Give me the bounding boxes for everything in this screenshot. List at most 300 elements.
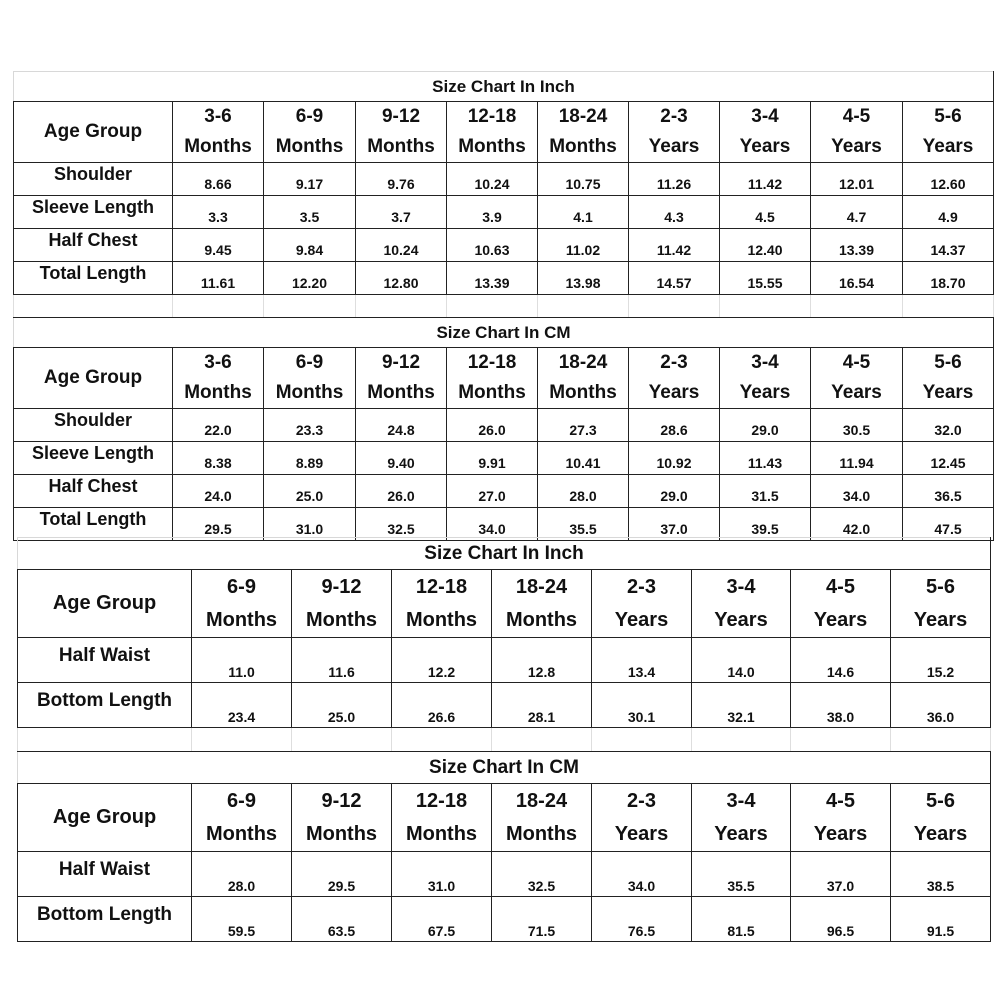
value-text: 63.5 bbox=[327, 923, 356, 939]
age-range: 12-18 bbox=[415, 575, 468, 598]
age-unit: Months bbox=[305, 608, 378, 631]
value-text: 12.8 bbox=[527, 664, 556, 680]
measurement-value bbox=[264, 229, 356, 262]
age-unit: Years bbox=[922, 382, 974, 403]
header-row bbox=[14, 102, 994, 163]
age-unit: Years bbox=[813, 822, 868, 845]
measurement-value bbox=[538, 229, 629, 262]
measurement-value bbox=[629, 262, 720, 295]
age-column-header bbox=[264, 348, 356, 409]
measurement-value bbox=[538, 196, 629, 229]
measurement-value bbox=[538, 163, 629, 196]
value-text: 35.5 bbox=[569, 521, 597, 537]
value-text: 38.5 bbox=[926, 878, 955, 894]
value-text: 26.6 bbox=[427, 709, 456, 725]
age-range: 12-18 bbox=[415, 789, 468, 812]
age-unit: Years bbox=[913, 608, 968, 631]
measurement-value bbox=[811, 163, 903, 196]
measurement-value bbox=[356, 442, 447, 475]
measurement-value bbox=[492, 683, 592, 728]
value-text: 91.5 bbox=[926, 923, 955, 939]
measurement-value bbox=[173, 196, 264, 229]
age-unit: Months bbox=[405, 608, 478, 631]
measurement-value bbox=[356, 196, 447, 229]
age-unit: Months bbox=[275, 136, 344, 157]
age-column-header bbox=[192, 784, 292, 852]
value-text: 11.42 bbox=[747, 176, 783, 192]
measurement-value bbox=[264, 196, 356, 229]
measurement-value bbox=[447, 409, 538, 442]
measurement-value bbox=[720, 409, 811, 442]
age-unit: Months bbox=[184, 382, 252, 403]
empty-cell bbox=[447, 295, 538, 318]
empty-cell bbox=[538, 295, 629, 318]
age-column-header bbox=[791, 784, 891, 852]
value-text: 25.0 bbox=[295, 488, 324, 504]
value-text: 8.66 bbox=[204, 176, 232, 192]
measurement-label: Bottom Length bbox=[18, 683, 192, 728]
bottom-size-charts bbox=[17, 537, 991, 942]
measurement-value bbox=[811, 229, 903, 262]
value-text: 11.43 bbox=[747, 455, 783, 471]
age-range: 12-18 bbox=[467, 352, 517, 373]
age-range: 18-24 bbox=[515, 789, 568, 812]
value-text: 15.55 bbox=[747, 275, 783, 291]
age-unit: Months bbox=[184, 136, 252, 157]
value-text: 11.0 bbox=[228, 664, 255, 680]
measurement-value bbox=[538, 442, 629, 475]
measurement-value bbox=[791, 683, 891, 728]
value-text: 34.0 bbox=[627, 878, 656, 894]
measurement-label: Half Waist bbox=[18, 852, 192, 897]
age-unit: Years bbox=[831, 136, 882, 157]
value-text: 24.8 bbox=[387, 422, 415, 438]
measurement-value bbox=[447, 508, 538, 541]
age-column-header bbox=[791, 570, 891, 638]
value-text: 16.54 bbox=[838, 275, 875, 291]
measurement-value bbox=[811, 409, 903, 442]
measurement-value bbox=[447, 229, 538, 262]
value-text: 23.3 bbox=[295, 422, 324, 438]
age-range: 2-3 bbox=[660, 352, 688, 373]
measurement-value bbox=[264, 163, 356, 196]
value-text: 3.7 bbox=[391, 209, 411, 225]
empty-cell bbox=[264, 295, 356, 318]
age-range: 4-5 bbox=[842, 352, 871, 373]
value-text: 9.45 bbox=[204, 242, 232, 258]
empty-cell bbox=[720, 295, 811, 318]
value-text: 96.5 bbox=[826, 923, 855, 939]
age-column-header bbox=[811, 348, 903, 409]
value-text: 12.01 bbox=[838, 176, 875, 192]
age-column-header bbox=[629, 348, 720, 409]
age-range: 5-6 bbox=[934, 352, 962, 373]
age-unit: Months bbox=[275, 382, 344, 403]
age-unit: Years bbox=[831, 382, 882, 403]
value-text: 47.5 bbox=[934, 521, 962, 537]
measurement-row bbox=[14, 196, 994, 229]
value-text: 29.0 bbox=[660, 488, 688, 504]
value-text: 28.0 bbox=[227, 878, 256, 894]
value-text: 67.5 bbox=[427, 923, 456, 939]
value-text: 10.92 bbox=[656, 455, 692, 471]
age-column-header bbox=[392, 570, 492, 638]
value-text: 76.5 bbox=[627, 923, 656, 939]
measurement-value bbox=[264, 475, 356, 508]
value-text: 9.84 bbox=[295, 242, 324, 258]
measurement-value bbox=[264, 442, 356, 475]
age-group-header: Age Group bbox=[18, 570, 192, 638]
age-column-header bbox=[292, 570, 392, 638]
measurement-value bbox=[791, 897, 891, 942]
value-text: 14.37 bbox=[930, 242, 966, 258]
spacer-row bbox=[18, 728, 991, 752]
age-range: 18-24 bbox=[558, 106, 608, 127]
age-column-header bbox=[629, 102, 720, 163]
value-text: 12.20 bbox=[291, 275, 328, 291]
value-text: 71.5 bbox=[527, 923, 556, 939]
age-range: 9-12 bbox=[381, 352, 421, 373]
age-column-header bbox=[538, 348, 629, 409]
age-unit: Years bbox=[813, 608, 868, 631]
empty-cell bbox=[292, 728, 392, 752]
value-text: 24.0 bbox=[204, 488, 232, 504]
age-group-header: Age Group bbox=[14, 102, 173, 163]
value-text: 8.89 bbox=[295, 455, 324, 471]
value-text: 59.5 bbox=[227, 923, 256, 939]
measurement-value bbox=[192, 683, 292, 728]
value-text: 34.0 bbox=[842, 488, 871, 504]
value-text: 31.0 bbox=[427, 878, 456, 894]
empty-cell bbox=[356, 295, 447, 318]
measurement-value bbox=[720, 475, 811, 508]
age-unit: Years bbox=[614, 608, 669, 631]
value-text: 22.0 bbox=[204, 422, 232, 438]
value-text: 10.41 bbox=[565, 455, 601, 471]
value-text: 10.63 bbox=[474, 242, 510, 258]
age-column-header bbox=[173, 102, 264, 163]
age-unit: Months bbox=[205, 608, 278, 631]
measurement-value bbox=[492, 852, 592, 897]
measurement-value bbox=[692, 897, 791, 942]
measurement-value bbox=[720, 508, 811, 541]
age-unit: Months bbox=[549, 136, 617, 157]
value-text: 29.5 bbox=[204, 521, 232, 537]
age-column-header bbox=[292, 784, 392, 852]
measurement-value bbox=[903, 409, 994, 442]
measurement-value bbox=[356, 262, 447, 295]
measurement-value bbox=[811, 475, 903, 508]
value-text: 11.94 bbox=[839, 455, 874, 471]
header-row bbox=[14, 348, 994, 409]
measurement-value bbox=[447, 163, 538, 196]
measurement-row bbox=[14, 409, 994, 442]
age-unit: Months bbox=[458, 136, 526, 157]
age-range: 6-9 bbox=[295, 352, 324, 373]
age-unit: Months bbox=[505, 822, 578, 845]
value-text: 11.6 bbox=[328, 664, 355, 680]
measurement-value bbox=[538, 262, 629, 295]
header-row bbox=[18, 784, 991, 852]
value-text: 29.5 bbox=[327, 878, 356, 894]
top-size-chart-table bbox=[13, 71, 994, 541]
chart-title: Size Chart In Inch bbox=[18, 538, 991, 570]
age-unit: Years bbox=[922, 136, 974, 157]
value-text: 14.6 bbox=[826, 664, 855, 680]
measurement-value bbox=[891, 897, 991, 942]
measurement-value bbox=[538, 409, 629, 442]
value-text: 9.40 bbox=[387, 455, 415, 471]
value-text: 27.3 bbox=[569, 422, 597, 438]
top-size-charts bbox=[13, 71, 994, 541]
age-range: 6-9 bbox=[295, 106, 324, 127]
measurement-value bbox=[791, 852, 891, 897]
empty-cell bbox=[692, 728, 791, 752]
age-unit: Years bbox=[648, 382, 700, 403]
measurement-value bbox=[173, 508, 264, 541]
age-column-header bbox=[492, 570, 592, 638]
age-range: 3-6 bbox=[204, 352, 232, 373]
value-text: 31.5 bbox=[751, 488, 779, 504]
empty-cell bbox=[18, 728, 192, 752]
measurement-row bbox=[18, 638, 991, 683]
value-text: 4.7 bbox=[846, 209, 867, 225]
value-text: 36.5 bbox=[934, 488, 962, 504]
measurement-row bbox=[14, 442, 994, 475]
measurement-value bbox=[356, 508, 447, 541]
empty-cell bbox=[592, 728, 692, 752]
value-text: 13.98 bbox=[565, 275, 601, 291]
age-unit: Years bbox=[739, 382, 791, 403]
age-range: 6-9 bbox=[227, 789, 256, 812]
empty-cell bbox=[392, 728, 492, 752]
chart-title-row bbox=[14, 318, 994, 348]
measurement-value bbox=[903, 508, 994, 541]
measurement-label: Half Waist bbox=[18, 638, 192, 683]
measurement-value bbox=[173, 442, 264, 475]
age-column-header bbox=[447, 102, 538, 163]
spacer-row bbox=[14, 295, 994, 318]
value-text: 38.0 bbox=[826, 709, 855, 725]
measurement-value bbox=[173, 409, 264, 442]
measurement-value bbox=[791, 638, 891, 683]
measurement-value bbox=[538, 508, 629, 541]
value-text: 13.39 bbox=[474, 275, 510, 291]
measurement-value bbox=[903, 442, 994, 475]
age-group-header: Age Group bbox=[14, 348, 173, 409]
measurement-value bbox=[692, 683, 791, 728]
empty-cell bbox=[14, 295, 173, 318]
measurement-value bbox=[720, 163, 811, 196]
measurement-value bbox=[173, 229, 264, 262]
header-row bbox=[18, 570, 991, 638]
measurement-value bbox=[629, 196, 720, 229]
value-text: 26.0 bbox=[387, 488, 415, 504]
value-text: 28.6 bbox=[660, 422, 688, 438]
age-unit: Years bbox=[714, 822, 768, 845]
age-unit: Years bbox=[614, 822, 669, 845]
value-text: 32.5 bbox=[387, 521, 415, 537]
measurement-value bbox=[192, 852, 292, 897]
age-range: 12-18 bbox=[467, 106, 517, 127]
empty-cell bbox=[811, 295, 903, 318]
measurement-value bbox=[292, 897, 392, 942]
value-text: 4.3 bbox=[664, 209, 684, 225]
age-range: 3-6 bbox=[204, 106, 232, 127]
value-text: 11.26 bbox=[656, 176, 692, 192]
measurement-value bbox=[629, 442, 720, 475]
age-column-header bbox=[492, 784, 592, 852]
age-unit: Months bbox=[549, 382, 617, 403]
age-range: 3-4 bbox=[726, 575, 756, 598]
value-text: 12.40 bbox=[747, 242, 783, 258]
age-range: 3-4 bbox=[726, 789, 756, 812]
age-range: 4-5 bbox=[826, 789, 855, 812]
chart-title-row bbox=[14, 72, 994, 102]
value-text: 15.2 bbox=[926, 664, 955, 680]
value-text: 13.4 bbox=[627, 664, 656, 680]
value-text: 37.0 bbox=[826, 878, 855, 894]
measurement-value bbox=[891, 683, 991, 728]
value-text: 37.0 bbox=[660, 521, 688, 537]
measurement-row bbox=[18, 683, 991, 728]
value-text: 14.57 bbox=[656, 275, 692, 291]
value-text: 28.0 bbox=[569, 488, 597, 504]
age-column-header bbox=[538, 102, 629, 163]
value-text: 23.4 bbox=[227, 709, 256, 725]
measurement-label: Sleeve Length bbox=[14, 196, 173, 229]
value-text: 32.0 bbox=[934, 422, 962, 438]
measurement-label: Shoulder bbox=[14, 409, 173, 442]
age-unit: Years bbox=[648, 136, 700, 157]
chart-title: Size Chart In Inch bbox=[14, 72, 994, 102]
value-text: 4.5 bbox=[755, 209, 775, 225]
age-unit: Months bbox=[505, 608, 578, 631]
age-group-header: Age Group bbox=[18, 784, 192, 852]
value-text: 3.3 bbox=[208, 209, 228, 225]
measurement-value bbox=[392, 897, 492, 942]
measurement-value bbox=[447, 442, 538, 475]
age-range: 9-12 bbox=[321, 575, 362, 598]
age-column-header bbox=[811, 102, 903, 163]
measurement-value bbox=[891, 852, 991, 897]
measurement-value bbox=[192, 638, 292, 683]
measurement-value bbox=[903, 229, 994, 262]
age-column-header bbox=[720, 348, 811, 409]
measurement-value bbox=[903, 262, 994, 295]
value-text: 31.0 bbox=[295, 521, 324, 537]
measurement-value bbox=[903, 196, 994, 229]
measurement-label: Sleeve Length bbox=[14, 442, 173, 475]
value-text: 10.75 bbox=[565, 176, 601, 192]
value-text: 32.5 bbox=[527, 878, 556, 894]
empty-cell bbox=[903, 295, 994, 318]
measurement-value bbox=[720, 442, 811, 475]
age-range: 5-6 bbox=[926, 575, 955, 598]
measurement-value bbox=[447, 262, 538, 295]
measurement-value bbox=[356, 163, 447, 196]
value-text: 30.1 bbox=[627, 709, 656, 725]
value-text: 18.70 bbox=[930, 275, 966, 291]
value-text: 10.24 bbox=[474, 176, 510, 192]
measurement-value bbox=[492, 897, 592, 942]
measurement-value bbox=[356, 229, 447, 262]
value-text: 9.91 bbox=[478, 455, 506, 471]
age-column-header bbox=[903, 348, 994, 409]
age-range: 9-12 bbox=[381, 106, 421, 127]
age-unit: Months bbox=[367, 136, 435, 157]
value-text: 9.76 bbox=[387, 176, 415, 192]
measurement-value bbox=[692, 852, 791, 897]
value-text: 32.1 bbox=[727, 709, 755, 725]
age-range: 2-3 bbox=[660, 106, 688, 127]
measurement-value bbox=[392, 638, 492, 683]
age-column-header bbox=[720, 102, 811, 163]
empty-cell bbox=[192, 728, 292, 752]
value-text: 4.1 bbox=[573, 209, 593, 225]
measurement-row bbox=[14, 475, 994, 508]
measurement-value bbox=[264, 508, 356, 541]
age-unit: Months bbox=[458, 382, 526, 403]
measurement-value bbox=[903, 163, 994, 196]
measurement-row bbox=[18, 852, 991, 897]
measurement-value bbox=[264, 262, 356, 295]
age-column-header bbox=[891, 784, 991, 852]
age-column-header bbox=[392, 784, 492, 852]
chart-title: Size Chart In CM bbox=[14, 318, 994, 348]
measurement-label: Bottom Length bbox=[18, 897, 192, 942]
value-text: 81.5 bbox=[727, 923, 755, 939]
measurement-label: Total Length bbox=[14, 262, 173, 295]
value-text: 10.24 bbox=[383, 242, 419, 258]
value-text: 39.5 bbox=[751, 521, 779, 537]
measurement-value bbox=[173, 262, 264, 295]
measurement-row bbox=[14, 229, 994, 262]
value-text: 34.0 bbox=[478, 521, 506, 537]
chart-title-row bbox=[18, 752, 991, 784]
measurement-value bbox=[447, 475, 538, 508]
measurement-row bbox=[18, 897, 991, 942]
age-range: 5-6 bbox=[934, 106, 962, 127]
measurement-value bbox=[356, 475, 447, 508]
empty-cell bbox=[629, 295, 720, 318]
empty-cell bbox=[492, 728, 592, 752]
age-column-header bbox=[592, 784, 692, 852]
measurement-value bbox=[720, 229, 811, 262]
age-unit: Months bbox=[305, 822, 378, 845]
value-text: 35.5 bbox=[727, 878, 755, 894]
measurement-value bbox=[720, 262, 811, 295]
measurement-value bbox=[811, 442, 903, 475]
measurement-value bbox=[192, 897, 292, 942]
value-text: 29.0 bbox=[751, 422, 779, 438]
age-range: 9-12 bbox=[321, 789, 362, 812]
age-range: 18-24 bbox=[558, 352, 608, 373]
age-column-header bbox=[356, 102, 447, 163]
value-text: 11.02 bbox=[565, 242, 601, 258]
measurement-value bbox=[629, 475, 720, 508]
chart-title-row bbox=[18, 538, 991, 570]
value-text: 11.61 bbox=[200, 275, 236, 291]
age-range: 2-3 bbox=[627, 575, 656, 598]
age-column-header bbox=[356, 348, 447, 409]
measurement-value bbox=[538, 475, 629, 508]
age-unit: Months bbox=[205, 822, 278, 845]
value-text: 12.80 bbox=[383, 275, 419, 291]
age-column-header bbox=[692, 570, 791, 638]
age-unit: Years bbox=[714, 608, 768, 631]
measurement-value bbox=[292, 638, 392, 683]
